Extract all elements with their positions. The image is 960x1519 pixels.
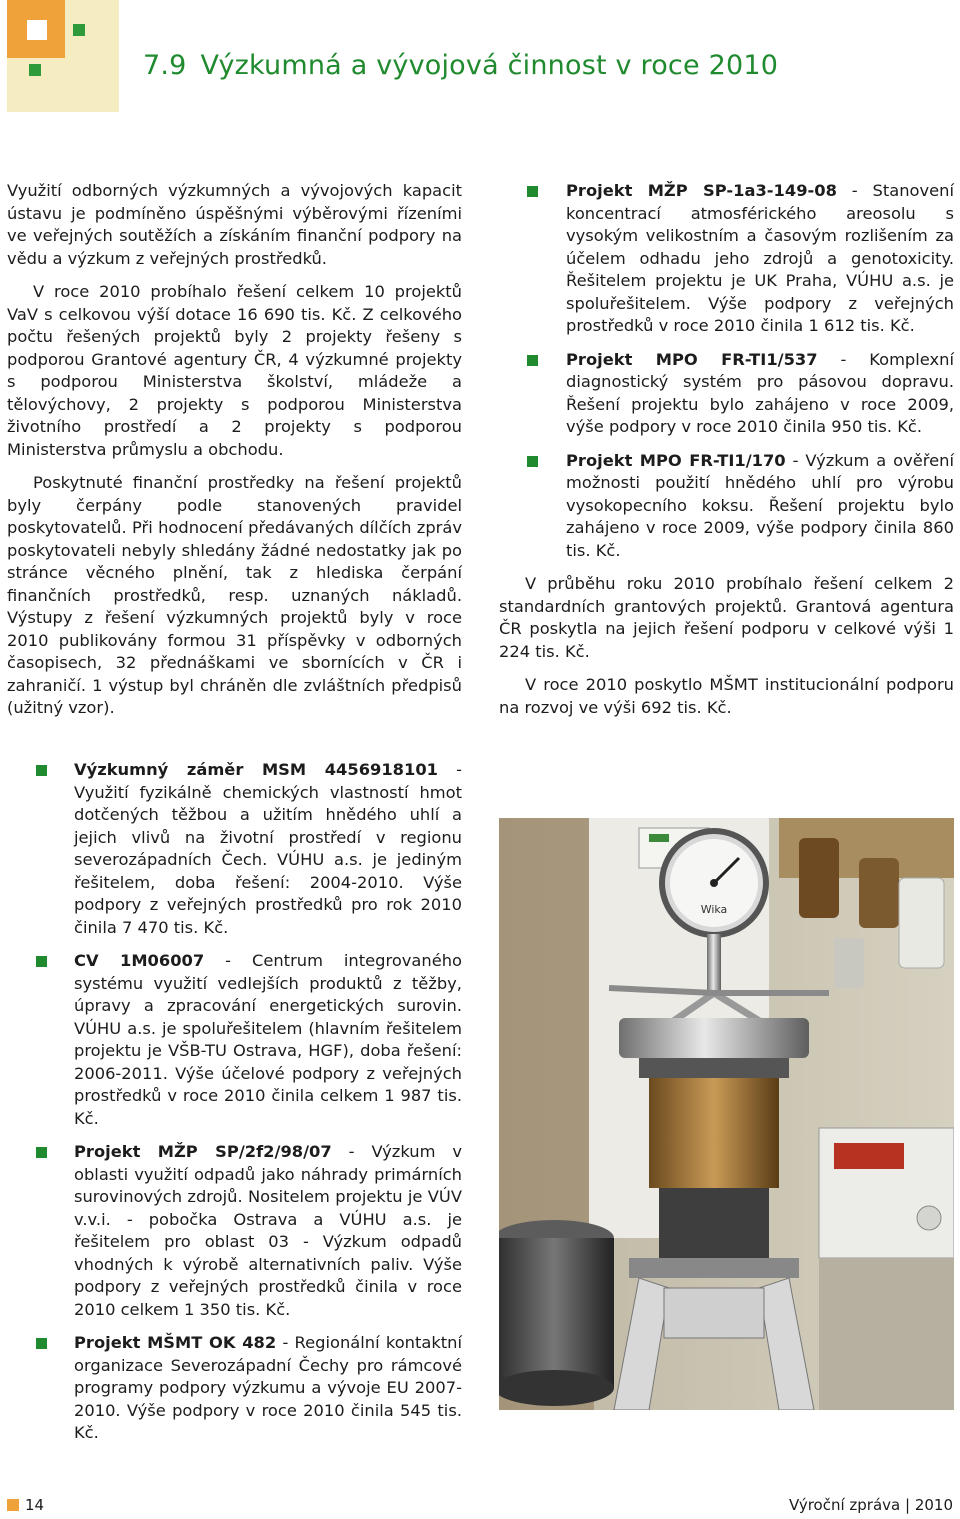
project-item (7, 1332, 462, 1445)
gauge-brand-label: Wika (700, 903, 728, 916)
left-project-list (7, 759, 462, 1456)
project-item (499, 450, 954, 563)
project-text: - Stanovení koncentrací atmosférického areosolu s vysokým velikostním a časovým rozlišením za účelem odhadu jeho zdrojů a genotoxicity. Řešitelem projektu je UK Praha, VÚHU a.s. je spoluřešitelem. Výše podpory z veřejných prostředků v roce 2010 činila 1 612 tis. Kč. (566, 181, 955, 335)
page-title (143, 50, 778, 81)
project-text: - Regionální kontaktní organizace Severozápadní Čechy pro rámcové programy podpory výzkumu a vývoje EU 2007-2010. Výše podpory v roce 2010 činila 545 tis. Kč. (74, 1333, 462, 1442)
logo-white-square (27, 20, 47, 40)
project-text: - Využití fyzikálně chemických vlastností hmot dotčených těžbou a užitím hnědého uhlí a jejich vlivů na životní prostředí v regionu severozápadních Čech. VÚHU a.s. je jediným řešitelem, doba řešení: 2004-2010. Výše podpory z veřejných prostředků pro rok 2010 činila 7 470 tis. Kč. (74, 760, 462, 937)
project-name: Projekt MŠMT OK 482 (74, 1333, 277, 1352)
bullet-square-icon (527, 186, 538, 197)
corner-logo (7, 0, 119, 112)
reactor-illustration (499, 818, 954, 1410)
bullet-square-icon (36, 1147, 47, 1158)
right-column (499, 180, 954, 730)
project-name: CV 1M06007 (74, 951, 205, 970)
logo-green-square-small (29, 64, 41, 76)
left-column (7, 180, 462, 731)
section-number: 7.9 (143, 50, 187, 81)
project-name: Projekt MPO FR-TI1/537 (566, 349, 818, 369)
bullet-square-icon (36, 956, 47, 967)
project-name: Projekt MŽP SP/2f2/98/07 (74, 1142, 332, 1161)
logo-green-square (73, 24, 85, 36)
section-title: Výzkumná a vývojová činnost v roce 2010 (200, 50, 779, 81)
publication-name: Výroční zpráva | 2010 (788, 1496, 953, 1514)
funding-paragraph: Poskytnuté finanční prostředky na řešení projektů byly čerpány podle stanovených pravidel poskytovatelů. Při hodnocení předávaných dílčích zpráv poskytovateli nebyly shledány žádné nedostatky jak po stránce věcného plnění, tak z hlediska čerpání finančních prostředků, resp. uznaných nákladů. Výstupy z řešení výzkumných projektů byly v roce 2010 publikovány formou 31 příspěvky v odborných časopisech, 32 přednáškami ve sbornících v ČR i zahraničí. 1 výstup byl chráněn dle zvláštních předpisů (užitný vzor). (7, 473, 462, 717)
bullet-square-icon (36, 765, 47, 776)
grant-paragraph: V průběhu roku 2010 probíhalo řešení celkem 2 standardních grantových projektů. Grantová agentura ČR poskytla na jejich řešení podporu v celkové výši 1 224 tis. Kč. (499, 574, 954, 661)
project-item (7, 759, 462, 939)
project-name: Projekt MŽP SP-1a3-149-08 (566, 181, 837, 200)
bullet-square-icon (527, 355, 538, 366)
footer-orange-square-icon (7, 1499, 19, 1511)
bullet-square-icon (36, 1338, 47, 1349)
project-name: Projekt MPO FR-TI1/170 (566, 450, 786, 470)
bullet-square-icon (527, 456, 538, 467)
project-item (499, 349, 954, 439)
institutional-support-paragraph: V roce 2010 poskytlo MŠMT institucionální podporu na rozvoj ve výši 692 tis. Kč. (499, 675, 954, 717)
page-number: 14 (7, 1496, 44, 1514)
project-item (499, 180, 954, 338)
project-name: Výzkumný záměr MSM 4456918101 (74, 760, 438, 779)
intro-paragraph: Využití odborných výzkumných a vývojových kapacit ústavu je podmíněno úspěšnými výběrovými řízeními ve veřejných soutěžích a získáním finanční podpory na vědu a výzkum z veřejných prostředků. (7, 181, 462, 268)
project-text: - Komplexní diagnostický systém pro pásovou dopravu. Řešení projektu bylo zahájeno v roce 2009, výše podpory v roce 2010 činila 950 tis. Kč. (566, 349, 954, 436)
project-text: - Výzkum v oblasti využití odpadů jako náhrady primárních surovinových zdrojů. Nositelem projektu je VÚV v.v.i. - pobočka Ostrava a VÚHU a.s. je řešitelem pro oblast 03 - Výzkum odpadů vhodných k výrobě alternativních paliv. Výše podpory z veřejných prostředků činila v roce 2010 celkem 1 350 tis. Kč. (74, 1142, 462, 1319)
project-text: - Centrum integrovaného systému využití vedlejších produktů z těžby, úpravy a zpracování energetických surovin. VÚHU a.s. je spoluřešitelem (hlavním řešitelem projektu je VŠB-TU Ostrava, HGF), doba řešení: 2006-2011. Výše účelové podpory z veřejných prostředků v roce 2010 činila celkem 1 987 tis. Kč. (74, 951, 463, 1128)
project-item (7, 1141, 462, 1321)
summary-paragraph: V roce 2010 probíhalo řešení celkem 10 projektů VaV s celkovou výší dotace 16 690 tis. Kč. Z celkového počtu řešených projektů byly 2 projekty řešeny s podporou Grantové agentury ČR, 4 výzkumné projekty s podporou Ministerstva školství, mládeže a tělovýchovy, 2 projekty s podporou Ministerstva životního prostředí a 2 projekty s podporou Ministerstva průmyslu a obchodu. (7, 282, 462, 459)
project-item (7, 950, 462, 1130)
laboratory-reactor-photo (499, 818, 954, 1410)
project-text: - Výzkum a ověření možnosti použití hnědého uhlí pro výrobu vysokopecního koksu. Řešení projektu bylo zahájeno v roce 2009, výše podpory činila 860 tis. Kč. (566, 450, 954, 560)
